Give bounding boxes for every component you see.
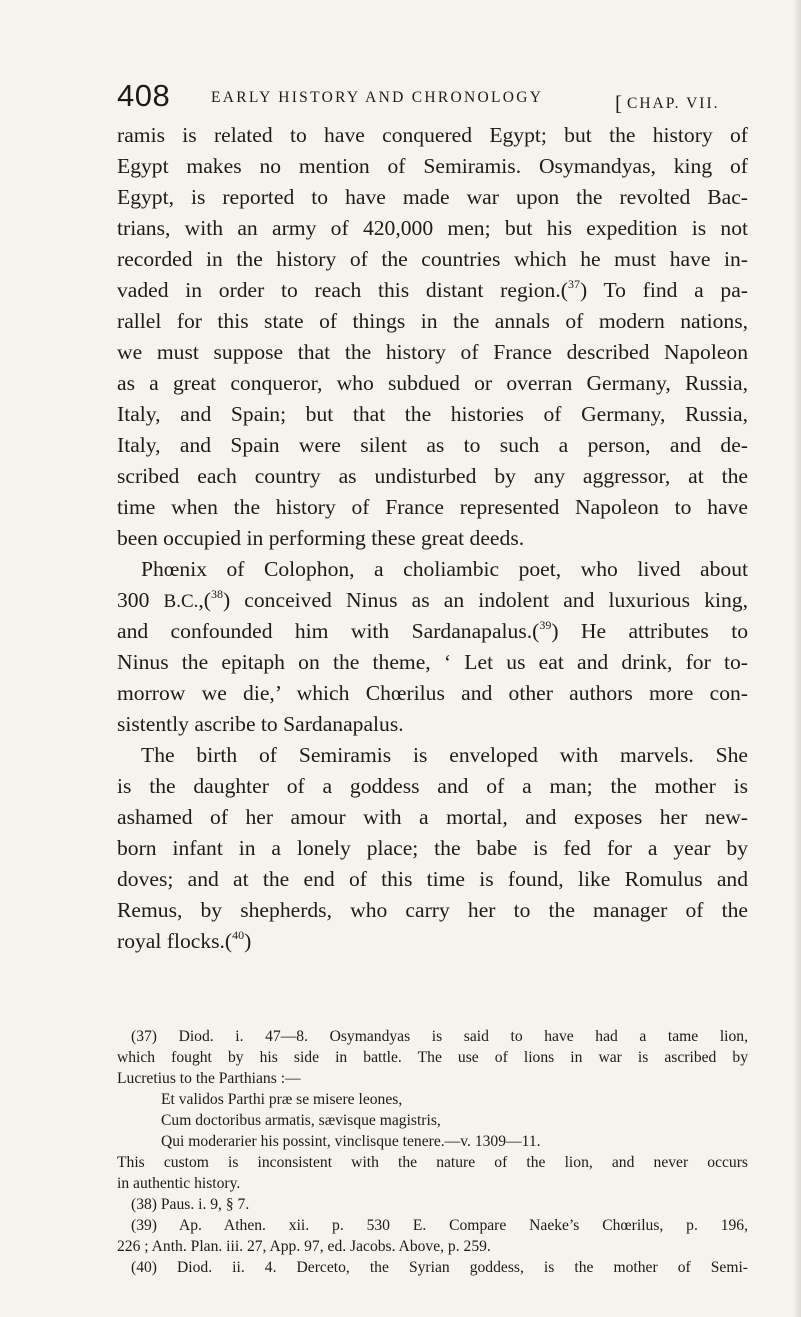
text-line: Italy, and Spain; but that the histories of Germany, Russia, xyxy=(117,402,748,426)
text-line: sistently ascribe to Sardanapalus. xyxy=(117,712,404,736)
text-line: born infant in a lonely place; the babe is fed for a year by xyxy=(117,836,748,860)
text-segment: ,( xyxy=(198,588,211,612)
text-line: The birth of Semiramis is enveloped with marvels. She xyxy=(141,743,748,767)
text-line xyxy=(117,275,748,306)
text-line: Phœnix of Colophon, a choliambic poet, who lived about xyxy=(141,557,748,581)
page-number: 408 xyxy=(117,78,171,113)
text-line: rallel for this state of things in the annals of modern nations, xyxy=(117,309,748,333)
footnote-38: (38) Paus. i. 9, § 7. xyxy=(131,1196,250,1213)
footnote-39: (39) Ap. Athen. xii. p. 530 E. Compare Naeke’s Chœrilus, p. 196, xyxy=(131,1217,748,1234)
footnote-40: (40) Diod. ii. 4. Derceto, the Syrian goddess, is the mother of Semi- xyxy=(131,1259,748,1276)
text-segment: royal flocks.( xyxy=(117,929,233,953)
footnotes xyxy=(117,1026,748,1278)
text-line: scribed each country as undisturbed by any aggressor, at the xyxy=(117,464,748,488)
verse-line: Cum doctoribus armatis, sævisque magistris, xyxy=(161,1112,441,1129)
text-segment: ) xyxy=(244,929,252,953)
footnote-ref: 37 xyxy=(567,277,580,291)
verse-line: Et validos Parthi præ se misere leones, xyxy=(161,1091,403,1108)
text-line: ramis is related to have conquered Egypt; but the history of xyxy=(117,123,748,147)
footnote-ref: 38 xyxy=(210,587,223,601)
footnote-line: This custom is inconsistent with the nature of the lion, and never occurs xyxy=(117,1154,748,1171)
running-title: EARLY HISTORY AND CHRONOLOGY xyxy=(211,89,544,106)
text-line: doves; and at the end of this time is found, like Romulus and xyxy=(117,867,748,891)
main-text xyxy=(117,120,748,957)
text-line xyxy=(117,926,748,957)
text-line: Egypt, is reported to have made war upon the revolted Bac- xyxy=(117,185,748,209)
text-segment: 300 xyxy=(117,588,164,612)
text-line: recorded in the history of the countries which he must have in- xyxy=(117,247,748,271)
text-line: is the daughter of a goddess and of a man; the mother is xyxy=(117,774,748,798)
verse-line: Qui moderarier his possint, vinclisque tenere.—v. 1309—11. xyxy=(161,1133,541,1150)
text-segment: B.C. xyxy=(163,591,199,612)
footnote-line: Lucretius to the Parthians :— xyxy=(117,1070,301,1087)
text-segment: ) conceived Ninus as an indolent and luxurious king, xyxy=(222,588,748,612)
footnote-37: (37) Diod. i. 47—8. Osymandyas is said to have had a tame lion, xyxy=(131,1028,748,1045)
footnote-line: 226 ; Anth. Plan. iii. 27, App. 97, ed. Jacobs. Above, p. 259. xyxy=(117,1238,491,1255)
text-line: ashamed of her amour with a mortal, and exposes her new- xyxy=(117,805,748,829)
text-line xyxy=(117,616,748,647)
text-segment: ) He attributes to xyxy=(551,619,748,643)
text-line: Egypt makes no mention of Semiramis. Osymandyas, king of xyxy=(117,154,748,178)
text-line: time when the history of France represented Napoleon to have xyxy=(117,495,748,519)
text-line: we must suppose that the history of France described Napoleon xyxy=(117,340,748,364)
text-line: Italy, and Spain were silent as to such a person, and de- xyxy=(117,433,748,457)
text-segment: ) To find a pa- xyxy=(579,278,748,302)
running-header xyxy=(117,78,747,114)
footnote-line: which fought by his side in battle. The use of lions in war is ascribed by xyxy=(117,1049,748,1066)
text-line: trians, with an army of 420,000 men; but his expedition is not xyxy=(117,216,748,240)
text-line: as a great conqueror, who subdued or overran Germany, Russia, xyxy=(117,371,748,395)
text-line: Ninus the epitaph on the theme, ‘ Let us eat and drink, for to- xyxy=(117,650,748,674)
page-edge-shadow xyxy=(793,0,801,1317)
footnote-ref: 39 xyxy=(539,618,552,632)
text-segment: and confounded him with Sardanapalus.( xyxy=(117,619,540,643)
text-segment: vaded in order to reach this distant region.( xyxy=(117,278,568,302)
text-line: been occupied in performing these great deeds. xyxy=(117,526,525,550)
text-line xyxy=(117,585,748,616)
text-line: Remus, by shepherds, who carry her to the manager of the xyxy=(117,898,748,922)
chapter-text: CHAP. VII. xyxy=(627,95,720,112)
chapter-label xyxy=(615,89,720,114)
text-line: morrow we die,’ which Chœrilus and other authors more con- xyxy=(117,681,748,705)
chapter-bracket: [ xyxy=(615,91,624,115)
footnote-ref: 40 xyxy=(232,928,245,942)
footnote-line: in authentic history. xyxy=(117,1175,241,1192)
